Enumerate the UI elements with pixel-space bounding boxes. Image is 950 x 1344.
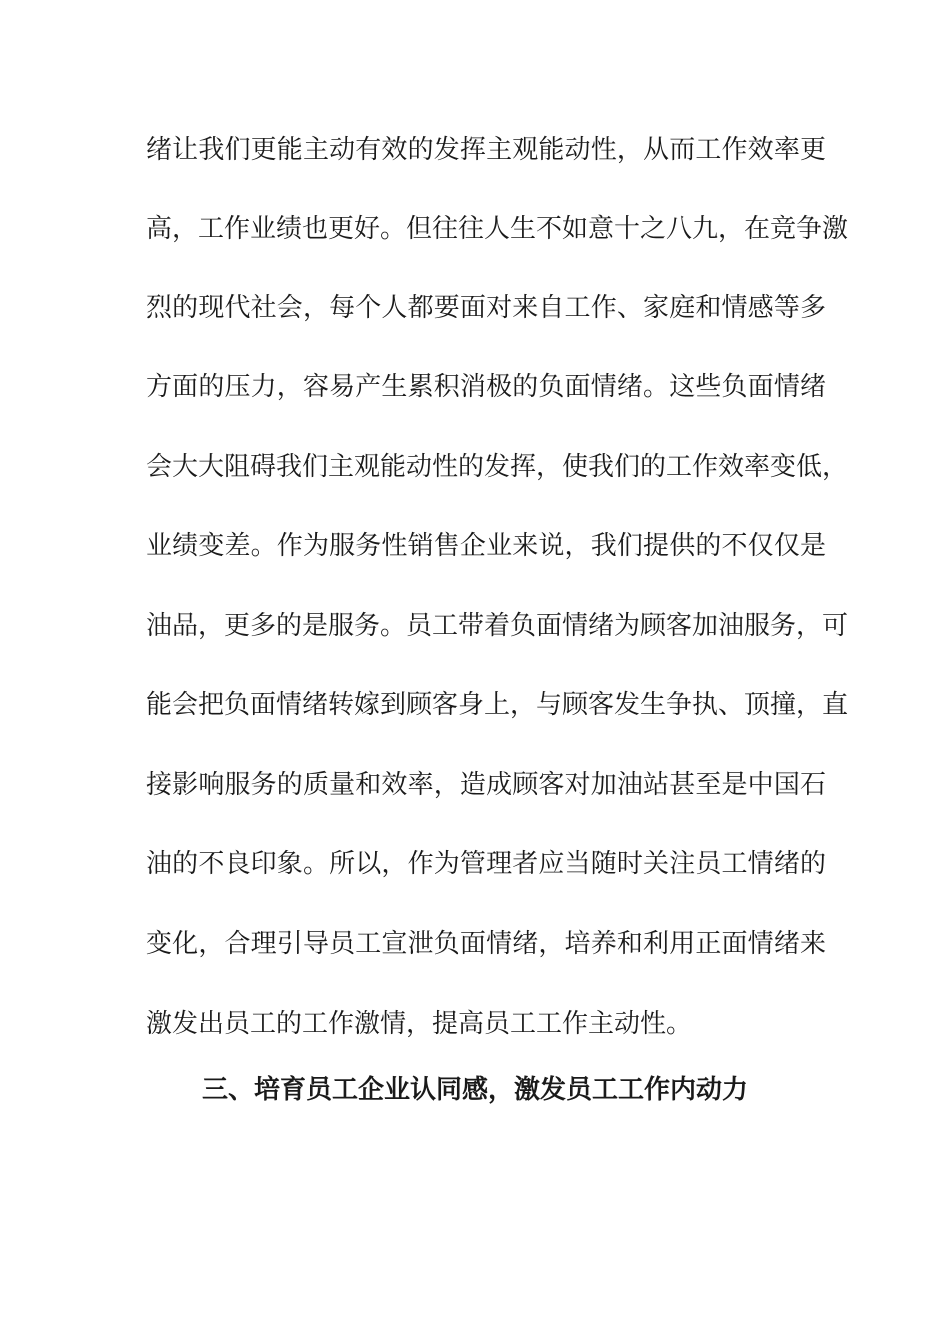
paragraph-line: 会大大阻碍我们主观能动性的发挥，使我们的工作效率变低， bbox=[146, 452, 849, 482]
paragraph-line: 激发出员工的工作激情，提高员工工作主动性。 bbox=[146, 1009, 693, 1039]
paragraph-line: 变化，合理引导员工宣泄负面情绪，培养和利用正面情绪来 bbox=[146, 929, 826, 959]
paragraph-line: 业绩变差。作为服务性销售企业来说，我们提供的不仅仅是 bbox=[146, 531, 826, 561]
paragraph-line: 高，工作业绩也更好。但往往人生不如意十之八九，在竞争激 bbox=[146, 214, 849, 244]
paragraph-line: 油品，更多的是服务。员工带着负面情绪为顾客加油服务，可 bbox=[146, 611, 849, 641]
paragraph-line: 绪让我们更能主动有效的发挥主观能动性，从而工作效率更 bbox=[146, 135, 826, 165]
paragraph-line: 接影响服务的质量和效率，造成顾客对加油站甚至是中国石 bbox=[146, 770, 826, 800]
section-heading: 三、培育员工企业认同感，激发员工工作内动力 bbox=[202, 1075, 749, 1105]
paragraph-line: 油的不良印象。所以，作为管理者应当随时关注员工情绪的 bbox=[146, 849, 826, 879]
paragraph-line: 烈的现代社会，每个人都要面对来自工作、家庭和情感等多 bbox=[146, 293, 826, 323]
paragraph-line: 能会把负面情绪转嫁到顾客身上，与顾客发生争执、顶撞，直 bbox=[146, 690, 849, 720]
paragraph-line: 方面的压力，容易产生累积消极的负面情绪。这些负面情绪 bbox=[146, 372, 826, 402]
